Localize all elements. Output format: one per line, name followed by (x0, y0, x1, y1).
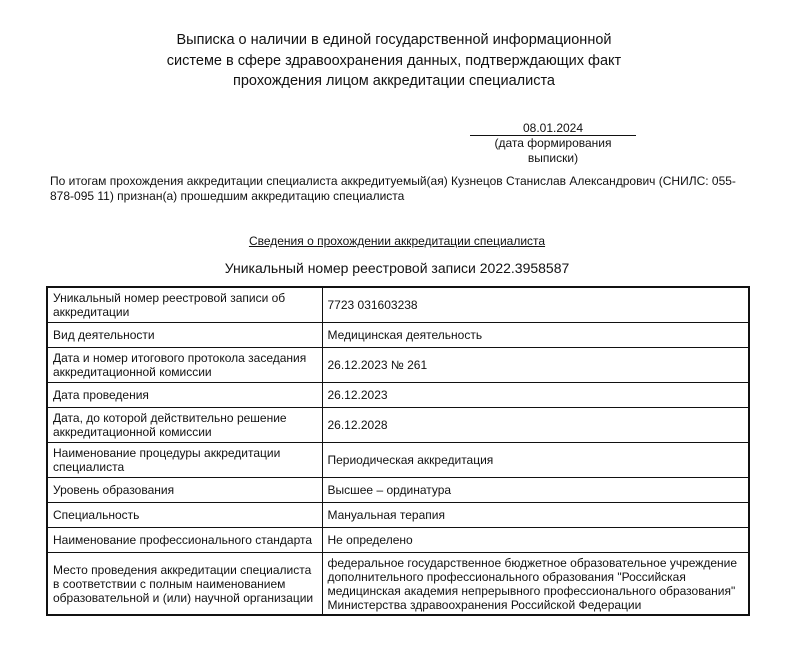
row-value: Не определено (322, 528, 749, 553)
issue-date-caption: (дата формирования выписки) (494, 136, 612, 165)
table-row (47, 553, 749, 616)
row-label: Наименование профессионального стандарта (47, 528, 322, 553)
row-value: 7723 031603238 (322, 287, 749, 323)
row-label: Дата, до которой действительно решение аккредитационной комиссии (47, 408, 322, 443)
row-label: Дата и номер итогового протокола заседания аккредитационной комиссии (47, 348, 322, 383)
date-block (470, 121, 636, 166)
row-label: Уникальный номер реестровой записи об аккредитации (47, 287, 322, 323)
row-label: Уровень образования (47, 478, 322, 503)
row-value: Высшее – ординатура (322, 478, 749, 503)
row-value: Мануальная терапия (322, 503, 749, 528)
table-row (47, 478, 749, 503)
title-line: прохождения лицом аккредитации специалиста (233, 73, 555, 89)
row-label: Вид деятельности (47, 323, 322, 348)
table-row (47, 348, 749, 383)
row-value: федеральное государственное бюджетное образовательное учреждение дополнительного профессионального образования "Российская медицинская академия непрерывного профессионального образования" Министерства здравоохранения Российской Федерации (322, 553, 749, 616)
table-row (47, 323, 749, 348)
intro-paragraph: По итогам прохождения аккредитации специалиста аккредитуемый(ая) Кузнецов Станислав Александрович (СНИЛС: 055-878-095 11) признан(а) прошедшим аккредитацию специалиста (50, 174, 736, 203)
table-row (47, 528, 749, 553)
row-value: 26.12.2023 № 261 (322, 348, 749, 383)
row-label: Место проведения аккредитации специалиста в соответствии с полным наименованием образовательной и (или) научной организации (47, 553, 322, 616)
row-value: 26.12.2023 (322, 383, 749, 408)
row-value: Периодическая аккредитация (322, 443, 749, 478)
title-line: Выписка о наличии в единой государственной информационной (176, 32, 612, 48)
row-value: 26.12.2028 (322, 408, 749, 443)
row-value: Медицинская деятельность (322, 323, 749, 348)
table-row (47, 408, 749, 443)
registry-number-heading: Уникальный номер реестровой записи 2022.3958587 (224, 260, 570, 276)
section-title: Сведения о прохождении аккредитации специалиста (248, 234, 546, 248)
table-row (47, 287, 749, 323)
table-row (47, 503, 749, 528)
row-label: Специальность (47, 503, 322, 528)
issue-date: 08.01.2024 (470, 121, 636, 136)
document-title (0, 30, 788, 92)
row-label: Дата проведения (47, 383, 322, 408)
accreditation-table (46, 286, 750, 616)
table-row (47, 383, 749, 408)
title-line: системе в сфере здравоохранения данных, подтверждающих факт (166, 52, 622, 69)
row-label: Наименование процедуры аккредитации специалиста (47, 443, 322, 478)
table-row (47, 443, 749, 478)
